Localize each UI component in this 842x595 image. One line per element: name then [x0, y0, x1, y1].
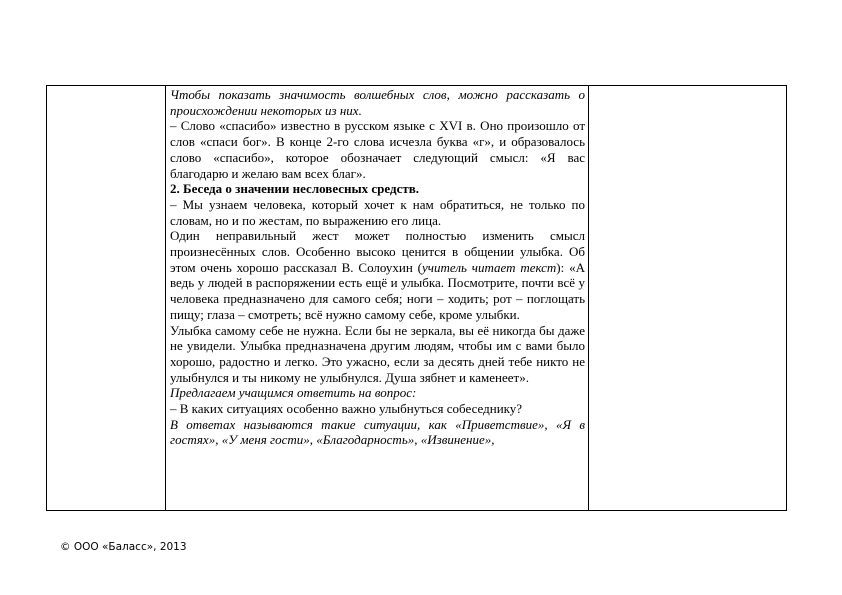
table-row [47, 86, 787, 511]
paragraph-answers: В ответах называются такие ситуации, как «Приветствие», «Я в гостях», «У меня гости», «Благодарность», «Извинение», [170, 416, 585, 448]
paragraph-recognize: – Мы узнаем человека, который хочет к нам обратиться, не только по словам, но и по жестам, по выражению его лица. [170, 196, 585, 228]
paragraph-gesture [170, 228, 585, 322]
paragraph-smile: Улыбка самому себе не нужна. Если бы не зеркала, вы её никогда бы даже не увидели. Улыбка предназначена другим людям, чтобы им с вами было хорошо, радостно и легко. Это ужасно, если за десять дней тебе никто не улыбнулся и ты никому не улыбнулся. Душа зябнет и каменеет». [170, 322, 585, 385]
content-cell [166, 86, 589, 511]
copyright-footer: © ООО «Баласс», 2013 [60, 541, 187, 553]
paragraph-spasibo: – Слово «спасибо» известно в русском языке с XVI в. Оно произошло от слов «спаси бог». В конце 2-го слова исчезла буква «г», и образовалось слово «спасибо», которое обозначает следующий смысл: «Я вас благодарю и желаю вам всех благ». [170, 118, 585, 181]
stage-cell [47, 86, 166, 511]
content-text [166, 86, 588, 510]
paragraph-intro: Чтобы показать значимость волшебных слов, можно рассказать о происхождении некоторых из них. [170, 87, 585, 118]
lesson-table [46, 85, 787, 511]
paragraph-question-intro: Предлагаем учащимся ответить на вопрос: [170, 385, 417, 401]
section-heading: 2. Беседа о значении несловесных средств. [170, 181, 420, 197]
gesture-text-start: Один неправильный жест может полностью изменить смысл произнесённых слов. Особенно высоко ценится в общении улыбка. Об этом очень хорошо рассказал В. Солоухин ( [170, 228, 585, 275]
notes-cell [589, 86, 787, 511]
paragraph-question: – В каких ситуациях особенно важно улыбнуться собеседнику? [170, 401, 523, 417]
teacher-remark: учитель читает текст [422, 259, 557, 275]
gesture-text-end: ): «А ведь у людей в распоряжении есть ещё и улыбка. Посмотрите, почти всё у человека предназначено для самого себя; ноги – ходить; рот – поглощать пищу; глаза – смотреть; всё нужно самому себе, кроме улыбки. [170, 259, 585, 322]
